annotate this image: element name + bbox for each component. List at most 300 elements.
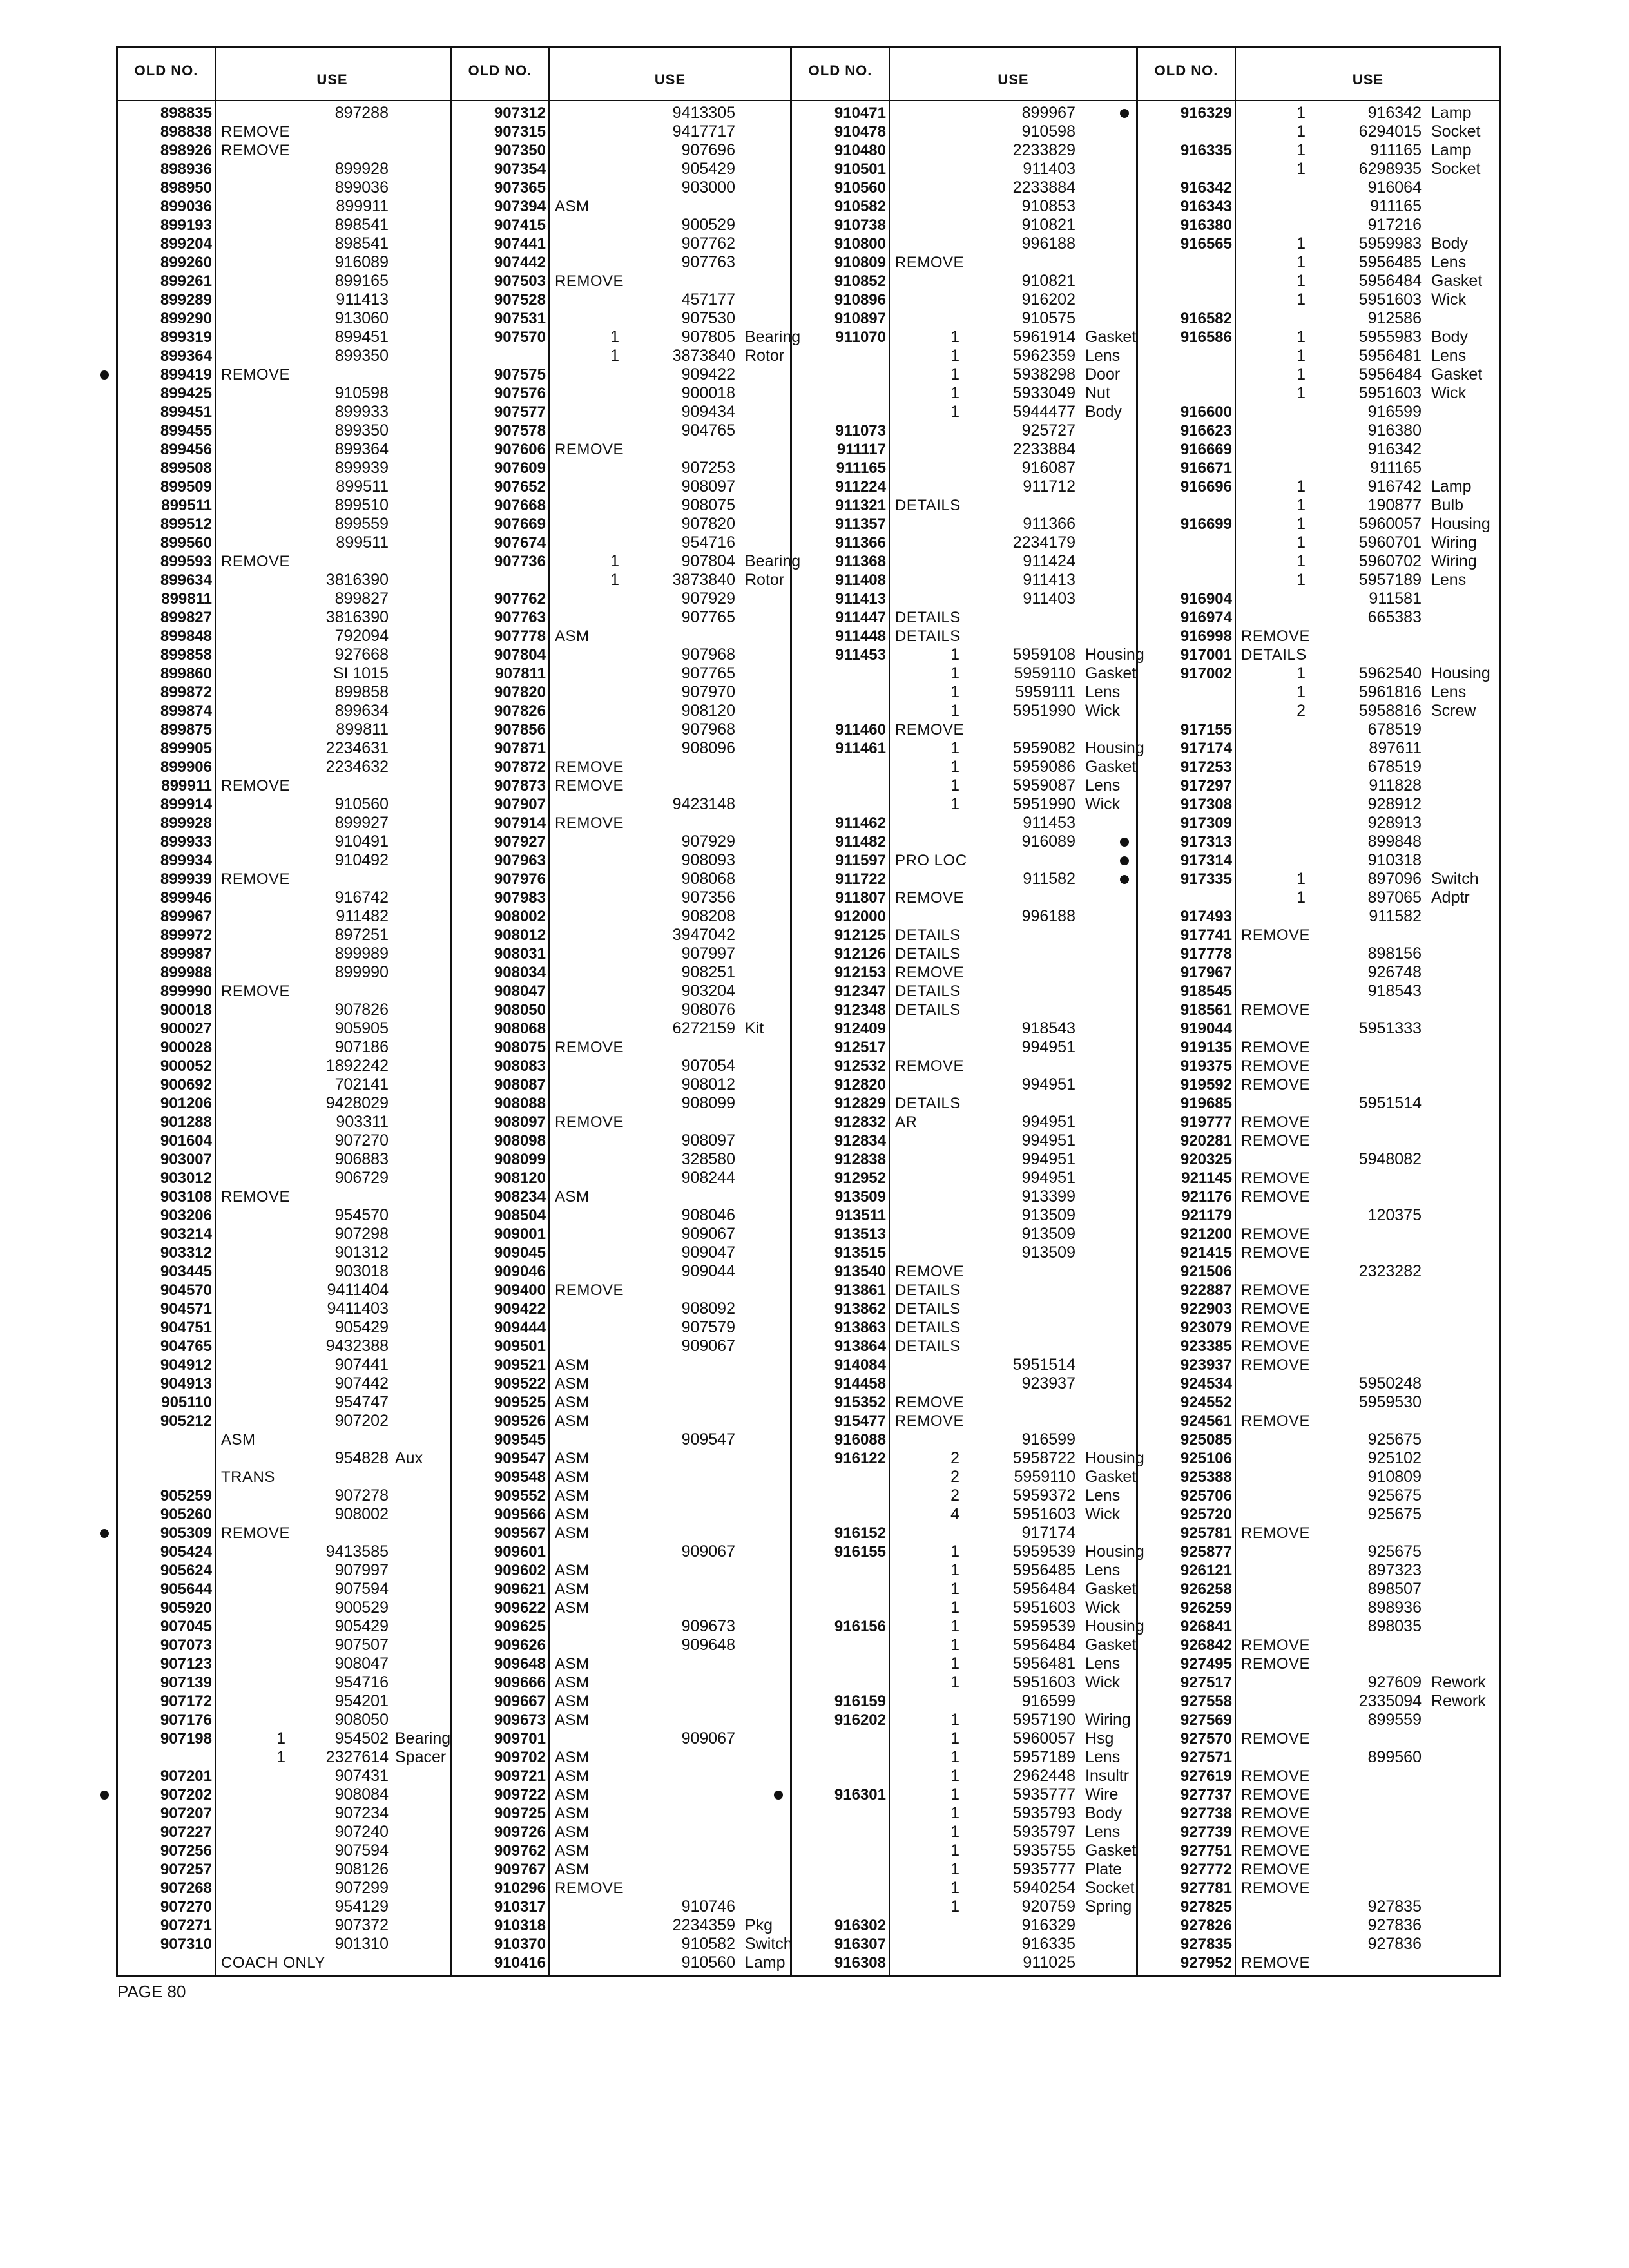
replacement-part-number: 911828 xyxy=(1369,776,1422,794)
old-part-number: 911461 xyxy=(835,740,886,757)
old-part-number: 912952 xyxy=(834,1169,886,1187)
table-row xyxy=(1138,683,1501,702)
replacement-part-number: 911482 xyxy=(336,907,389,925)
part-description: Lens xyxy=(1085,1486,1121,1504)
replacement-part-number: 2234632 xyxy=(325,758,389,776)
old-part-number: 907073 xyxy=(160,1637,212,1654)
table-row xyxy=(118,870,450,889)
use-note: REMOVE xyxy=(555,758,624,776)
old-part-number: 899967 xyxy=(160,908,212,925)
table-row xyxy=(792,608,1138,627)
use-note: REMOVE xyxy=(1241,1842,1311,1860)
part-description: Wick xyxy=(1085,702,1121,720)
use-note: DETAILS xyxy=(895,628,961,645)
replacement-part-number: 899939 xyxy=(334,459,389,477)
replacement-part-number: 909422 xyxy=(681,365,735,383)
part-description: Housing xyxy=(1085,1617,1144,1635)
old-part-number: 909621 xyxy=(494,1581,546,1598)
replacement-part-number: 908092 xyxy=(681,1300,735,1318)
table-row xyxy=(452,104,792,122)
use-note: ASM xyxy=(555,1786,590,1803)
replacement-part-number: 913060 xyxy=(334,309,389,327)
table-row xyxy=(1138,365,1501,384)
replacement-part-number: 5961914 xyxy=(1012,328,1075,346)
quantity: 1 xyxy=(1296,889,1306,907)
old-part-number: 917002 xyxy=(1180,665,1232,682)
bullet-marker-icon xyxy=(1120,856,1129,865)
replacement-part-number: 903311 xyxy=(336,1113,389,1131)
old-part-number: 909722 xyxy=(494,1786,546,1803)
quantity: 1 xyxy=(1296,384,1306,402)
replacement-part-number: 3816390 xyxy=(325,571,389,589)
old-part-number: 911224 xyxy=(835,478,886,495)
use-note: REMOVE xyxy=(1241,1169,1311,1187)
old-part-number: 919685 xyxy=(1180,1095,1232,1112)
table-row xyxy=(118,104,450,122)
old-part-number: 926121 xyxy=(1180,1562,1232,1579)
old-part-number: 908099 xyxy=(494,1151,546,1168)
replacement-part-number: 5960057 xyxy=(1358,515,1422,533)
replacement-part-number: 5959539 xyxy=(1012,1542,1075,1561)
table-row xyxy=(792,1374,1138,1393)
replacement-part-number: 907929 xyxy=(681,590,735,608)
table-row xyxy=(118,739,450,758)
old-part-number: 916301 xyxy=(834,1786,886,1803)
table-row xyxy=(452,1300,792,1318)
old-part-number: 899260 xyxy=(160,254,212,271)
part-description: Gasket xyxy=(1085,1841,1137,1860)
table-row xyxy=(118,384,450,403)
replacement-part-number: 899511 xyxy=(336,477,389,495)
old-part-number: 913515 xyxy=(834,1244,886,1262)
table-row xyxy=(452,945,792,963)
table-row xyxy=(452,1916,792,1935)
replacement-part-number: 9428029 xyxy=(325,1094,389,1112)
column-header xyxy=(452,48,792,101)
old-part-number: 899939 xyxy=(160,870,212,888)
table-row xyxy=(452,739,792,758)
replacement-part-number: 678519 xyxy=(1367,758,1422,776)
replacement-part-number: 954828 xyxy=(334,1449,389,1467)
replacement-part-number: 907579 xyxy=(681,1318,735,1336)
table-row xyxy=(1138,178,1501,197)
table-row xyxy=(452,1075,792,1094)
replacement-part-number: 910821 xyxy=(1021,272,1075,290)
replacement-part-number: 913509 xyxy=(1021,1206,1075,1224)
replacement-part-number: 907431 xyxy=(334,1767,389,1785)
old-part-number: 917297 xyxy=(1180,777,1232,794)
table-row xyxy=(792,1636,1138,1655)
table-row xyxy=(792,720,1138,739)
table-row xyxy=(792,1169,1138,1187)
table-row xyxy=(118,533,450,552)
old-part-number: 910560 xyxy=(834,179,886,197)
replacement-part-number: 994951 xyxy=(1021,1150,1075,1168)
old-part-number: 922903 xyxy=(1180,1300,1232,1318)
table-row xyxy=(792,1318,1138,1337)
old-part-number: 909726 xyxy=(494,1823,546,1841)
table-row xyxy=(792,253,1138,272)
old-part-number: 921179 xyxy=(1181,1207,1232,1224)
old-part-number: 905920 xyxy=(160,1599,212,1617)
use-note: REMOVE xyxy=(555,1879,624,1897)
replacement-part-number: 916202 xyxy=(1021,291,1075,309)
old-part-number: 900052 xyxy=(160,1057,212,1075)
part-description: Screw xyxy=(1431,702,1476,720)
replacement-part-number: 5948082 xyxy=(1358,1150,1422,1168)
use-note: DETAILS xyxy=(895,1095,961,1112)
part-description: Gasket xyxy=(1431,365,1483,383)
quantity: 1 xyxy=(1296,683,1306,701)
table-row xyxy=(792,1430,1138,1449)
use-note: DETAILS xyxy=(895,1001,961,1019)
table-row xyxy=(452,1673,792,1692)
old-part-number: 910738 xyxy=(834,216,886,234)
old-part-number: 907914 xyxy=(494,814,546,832)
replacement-part-number: 5962540 xyxy=(1358,664,1422,682)
table-row xyxy=(1138,1001,1501,1019)
replacement-part-number: 2962448 xyxy=(1012,1767,1075,1785)
old-part-number: 916159 xyxy=(834,1693,886,1710)
part-description: Rework xyxy=(1431,1692,1486,1710)
table-row xyxy=(1138,571,1501,590)
replacement-part-number: 899350 xyxy=(334,347,389,365)
old-part-number: 905259 xyxy=(160,1487,212,1504)
old-part-number: 909601 xyxy=(494,1543,546,1561)
replacement-part-number: 5933049 xyxy=(1012,384,1075,402)
replacement-part-number: 910560 xyxy=(334,795,389,813)
use-note: REMOVE xyxy=(221,142,291,159)
old-part-number: 904570 xyxy=(160,1282,212,1299)
table-row xyxy=(452,1767,792,1785)
replacement-part-number: 911025 xyxy=(1023,1954,1075,1972)
replacement-part-number: 9423148 xyxy=(672,795,735,813)
old-part-number: 899872 xyxy=(160,684,212,701)
replacement-part-number: 907968 xyxy=(681,720,735,738)
replacement-part-number: 910318 xyxy=(1367,851,1422,869)
old-part-number: 907198 xyxy=(160,1730,212,1747)
column-rows xyxy=(1138,104,1501,1972)
old-part-number: 919592 xyxy=(1180,1076,1232,1093)
table-row xyxy=(1138,832,1501,851)
table-row xyxy=(1138,1300,1501,1318)
table-row xyxy=(118,1748,450,1767)
replacement-part-number: 908244 xyxy=(681,1169,735,1187)
table-row xyxy=(1138,533,1501,552)
replacement-part-number: 120375 xyxy=(1367,1206,1422,1224)
replacement-part-number: 913509 xyxy=(1021,1225,1075,1243)
replacement-part-number: 5959082 xyxy=(1012,739,1075,757)
replacement-part-number: 916599 xyxy=(1021,1692,1075,1710)
table-row xyxy=(452,141,792,160)
table-row xyxy=(452,122,792,141)
table-row xyxy=(452,627,792,646)
replacement-part-number: 907765 xyxy=(681,608,735,626)
replacement-part-number: 899510 xyxy=(334,496,389,514)
old-part-number: 904765 xyxy=(160,1338,212,1355)
replacement-part-number: 996188 xyxy=(1021,235,1075,253)
table-row xyxy=(118,1524,450,1542)
use-note: AR xyxy=(895,1113,918,1131)
old-part-number: 912348 xyxy=(834,1001,886,1019)
table-row xyxy=(452,496,792,515)
old-part-number: 903007 xyxy=(160,1151,212,1168)
old-part-number: 916565 xyxy=(1180,235,1232,253)
table-row xyxy=(452,870,792,889)
old-part-number: 905624 xyxy=(160,1562,212,1579)
table-row xyxy=(792,1524,1138,1542)
use-note: DETAILS xyxy=(895,1300,961,1318)
quantity: 2 xyxy=(1296,702,1306,720)
use-note: ASM xyxy=(555,1524,590,1542)
old-part-number: 913513 xyxy=(834,1225,886,1243)
part-description: Rotor xyxy=(745,571,785,589)
old-part-number: 907871 xyxy=(494,740,546,757)
table-row xyxy=(1138,1785,1501,1804)
old-part-number: 907176 xyxy=(160,1711,212,1729)
part-description: Wick xyxy=(1085,1505,1121,1523)
old-part-number: 907811 xyxy=(495,665,546,682)
part-description: Gasket xyxy=(1431,272,1483,290)
replacement-part-number: 899967 xyxy=(1021,104,1075,122)
table-row xyxy=(792,1187,1138,1206)
old-part-number: 907927 xyxy=(494,833,546,850)
old-part-number: 916669 xyxy=(1180,441,1232,458)
table-row xyxy=(118,1075,450,1094)
use-note: COACH ONLY xyxy=(221,1954,325,1972)
table-row xyxy=(118,1711,450,1729)
table-row xyxy=(452,1636,792,1655)
table-row xyxy=(452,160,792,178)
replacement-part-number: 927836 xyxy=(1367,1935,1422,1953)
replacement-part-number: 899858 xyxy=(334,683,389,701)
old-no-header: OLD NO. xyxy=(1154,62,1219,79)
table-row xyxy=(452,814,792,832)
use-note: ASM xyxy=(555,1487,590,1504)
old-part-number: 907531 xyxy=(494,310,546,327)
table-row xyxy=(792,309,1138,328)
table-row xyxy=(1138,982,1501,1001)
use-header: USE xyxy=(1352,72,1384,88)
table-row xyxy=(1138,1711,1501,1729)
old-part-number: 910809 xyxy=(834,254,886,271)
table-row xyxy=(452,253,792,272)
old-part-number: 909525 xyxy=(494,1394,546,1411)
replacement-part-number: 925675 xyxy=(1367,1542,1422,1561)
table-row xyxy=(792,1337,1138,1356)
old-part-number: 925085 xyxy=(1180,1431,1232,1448)
use-note: PRO LOC xyxy=(895,852,967,869)
old-part-number: 916152 xyxy=(834,1524,886,1542)
replacement-part-number: 3947042 xyxy=(672,926,735,944)
table-row xyxy=(792,1692,1138,1711)
table-row xyxy=(1138,1486,1501,1505)
use-note: ASM xyxy=(555,1412,590,1430)
old-part-number: 917967 xyxy=(1180,964,1232,981)
old-part-number: 910296 xyxy=(494,1879,546,1897)
table-row xyxy=(792,1225,1138,1244)
table-row xyxy=(452,291,792,309)
use-note: ASM xyxy=(555,1188,590,1206)
replacement-part-number: 5956484 xyxy=(1358,365,1422,383)
old-part-number: 909526 xyxy=(494,1412,546,1430)
table-row xyxy=(118,496,450,515)
use-note: REMOVE xyxy=(1241,1655,1311,1673)
use-note: DETAILS xyxy=(1241,646,1307,664)
table-row xyxy=(118,1785,450,1804)
replacement-part-number: 900529 xyxy=(681,216,735,234)
table-row xyxy=(1138,104,1501,122)
use-note: REMOVE xyxy=(895,721,965,738)
table-row xyxy=(1138,1169,1501,1187)
table-row xyxy=(452,1057,792,1075)
old-part-number: 899560 xyxy=(160,534,212,552)
old-part-number: 899827 xyxy=(160,609,212,626)
replacement-part-number: 910491 xyxy=(334,832,389,850)
table-row xyxy=(792,776,1138,795)
replacement-part-number: 897096 xyxy=(1367,870,1422,888)
use-note: ASM xyxy=(555,1711,590,1729)
old-part-number: 927517 xyxy=(1180,1674,1232,1691)
table-row xyxy=(1138,328,1501,347)
old-part-number: 911366 xyxy=(835,534,886,552)
replacement-part-number: 457177 xyxy=(681,291,735,309)
old-part-number: 916155 xyxy=(834,1543,886,1561)
table-row xyxy=(118,1225,450,1244)
table-row xyxy=(1138,309,1501,328)
old-part-number: 899634 xyxy=(160,572,212,589)
use-note: ASM xyxy=(555,1749,590,1766)
table-row xyxy=(1138,1729,1501,1748)
table-row xyxy=(452,720,792,739)
table-row xyxy=(452,1187,792,1206)
replacement-part-number: 899811 xyxy=(336,720,389,738)
table-row xyxy=(118,1150,450,1169)
old-part-number: 911448 xyxy=(835,628,886,645)
table-row xyxy=(792,1468,1138,1486)
table-row xyxy=(792,197,1138,216)
table-row xyxy=(1138,1150,1501,1169)
table-row xyxy=(792,1673,1138,1692)
old-part-number: 921145 xyxy=(1181,1169,1232,1187)
quantity: 1 xyxy=(950,1617,959,1635)
old-part-number: 907268 xyxy=(160,1879,212,1897)
replacement-part-number: 5962359 xyxy=(1012,347,1075,365)
old-part-number: 907310 xyxy=(160,1936,212,1953)
replacement-part-number: 5938298 xyxy=(1012,365,1075,383)
quantity: 1 xyxy=(1296,328,1306,346)
replacement-part-number: 901312 xyxy=(334,1244,389,1262)
old-part-number: 901604 xyxy=(160,1132,212,1149)
table-row xyxy=(452,1860,792,1879)
use-note: REMOVE xyxy=(1241,1412,1311,1430)
table-row xyxy=(118,141,450,160)
table-row xyxy=(452,702,792,720)
table-row xyxy=(1138,1356,1501,1374)
table-row xyxy=(118,1131,450,1150)
table-row xyxy=(792,1561,1138,1580)
old-part-number: 927619 xyxy=(1180,1767,1232,1785)
part-description: Housing xyxy=(1431,664,1490,682)
old-part-number: 917155 xyxy=(1180,721,1232,738)
quantity: 1 xyxy=(950,1898,959,1916)
replacement-part-number: SI 1015 xyxy=(333,664,389,682)
old-part-number: 916699 xyxy=(1180,515,1232,533)
replacement-part-number: 909047 xyxy=(681,1244,735,1262)
table-row xyxy=(118,720,450,739)
table-row xyxy=(118,683,450,702)
table-row xyxy=(452,963,792,982)
old-part-number: 921176 xyxy=(1181,1188,1232,1206)
part-description: Gasket xyxy=(1085,328,1137,346)
table-row xyxy=(792,683,1138,702)
table-row xyxy=(118,1935,450,1954)
replacement-part-number: 908093 xyxy=(681,851,735,869)
table-row xyxy=(118,814,450,832)
replacement-part-number: 5950248 xyxy=(1358,1374,1422,1392)
use-note: ASM xyxy=(555,1842,590,1860)
old-part-number: 907856 xyxy=(494,721,546,738)
table-row xyxy=(792,664,1138,683)
old-part-number: 911165 xyxy=(836,459,886,477)
old-part-number: 907315 xyxy=(494,123,546,140)
use-note: REMOVE xyxy=(221,366,291,383)
table-row xyxy=(118,1823,450,1841)
old-part-number: 910480 xyxy=(834,142,886,159)
old-part-number: 926258 xyxy=(1180,1581,1232,1598)
old-part-number: 903214 xyxy=(160,1225,212,1243)
part-description: Lens xyxy=(1085,1748,1121,1766)
old-no-header: OLD NO. xyxy=(134,62,198,79)
table-row xyxy=(792,365,1138,384)
replacement-part-number: 911424 xyxy=(1023,552,1075,570)
table-row xyxy=(452,1524,792,1542)
replacement-part-number: 907997 xyxy=(681,945,735,963)
replacement-part-number: 899848 xyxy=(1367,832,1422,850)
old-part-number: 912153 xyxy=(834,964,886,981)
old-part-number: 905309 xyxy=(160,1524,212,1542)
table-row xyxy=(792,1841,1138,1860)
table-row xyxy=(118,1206,450,1225)
quantity: 1 xyxy=(1296,664,1306,682)
quantity: 1 xyxy=(610,347,619,365)
use-note: REMOVE xyxy=(895,1057,965,1075)
table-row xyxy=(452,683,792,702)
table-row xyxy=(1138,1748,1501,1767)
old-part-number: 907503 xyxy=(494,273,546,290)
replacement-part-number: 916742 xyxy=(1367,477,1422,495)
table-row xyxy=(1138,1823,1501,1841)
table-row xyxy=(1138,1374,1501,1393)
table-row xyxy=(1138,1244,1501,1262)
old-part-number: 909622 xyxy=(494,1599,546,1617)
old-part-number: 921415 xyxy=(1180,1244,1232,1262)
replacement-part-number: 916380 xyxy=(1367,421,1422,439)
replacement-part-number: 907805 xyxy=(681,328,735,346)
table-row xyxy=(1138,870,1501,889)
old-part-number: 916671 xyxy=(1180,459,1232,477)
replacement-part-number: 5957189 xyxy=(1012,1748,1075,1766)
table-row xyxy=(1138,1935,1501,1954)
old-part-number: 905644 xyxy=(160,1581,212,1598)
old-part-number: 907139 xyxy=(160,1674,212,1691)
use-note: REMOVE xyxy=(555,814,624,832)
old-part-number: 907270 xyxy=(160,1898,212,1916)
use-note: DETAILS xyxy=(895,1319,961,1336)
old-part-number: 907578 xyxy=(494,422,546,439)
table-row xyxy=(118,945,450,963)
replacement-part-number: 907530 xyxy=(681,309,735,327)
